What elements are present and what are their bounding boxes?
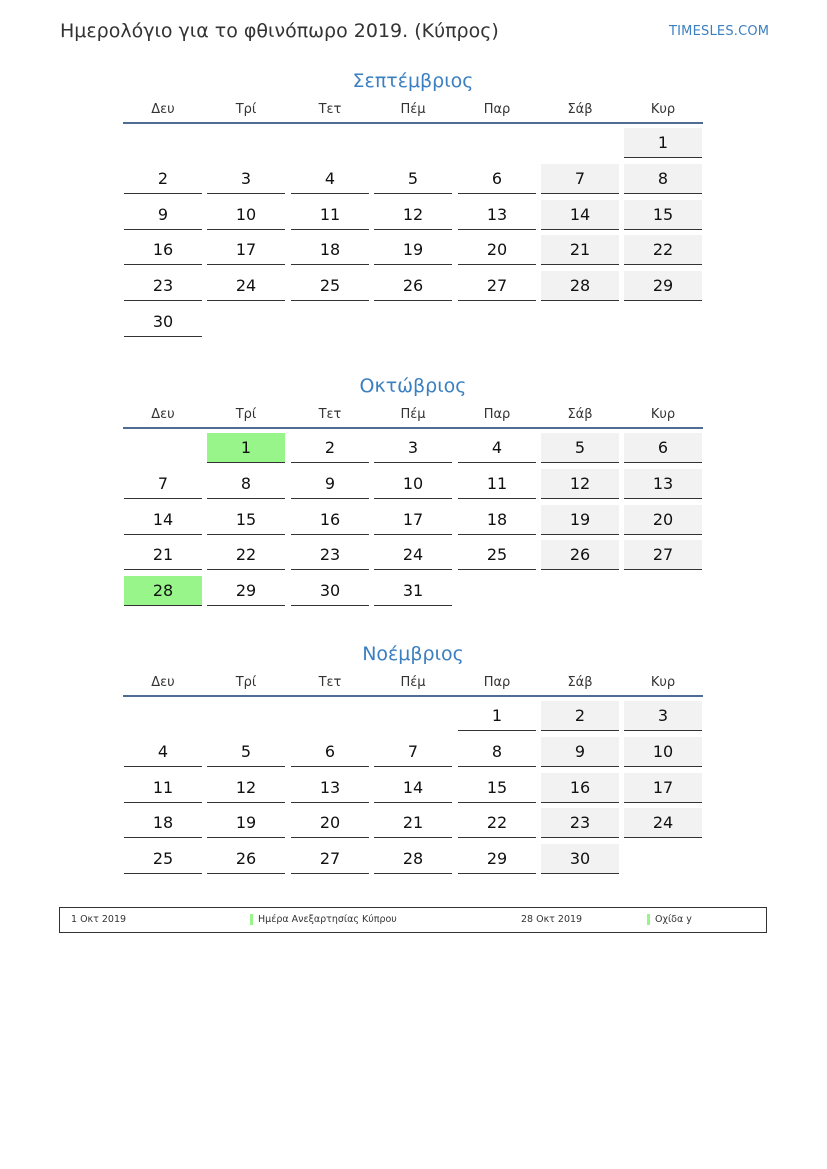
legend-date: 1 Οκτ 2019 [71, 914, 127, 925]
weekday-label: Κυρ [650, 102, 676, 117]
day-cell: 2 [291, 433, 369, 463]
month-title: Οκτώβριος [359, 375, 467, 397]
day-cell: 19 [541, 505, 619, 535]
day-cell: 23 [124, 271, 202, 301]
day-cell: 21 [541, 235, 619, 265]
day-cell-holiday: 1 [207, 433, 285, 463]
weekday-label: Κυρ [650, 407, 676, 422]
day-cell: 19 [207, 808, 285, 838]
day-cell: 12 [374, 200, 452, 230]
day-cell: 11 [458, 469, 536, 499]
day-cell: 10 [624, 737, 702, 767]
day-cell: 25 [124, 844, 202, 874]
day-cell: 22 [458, 808, 536, 838]
day-cell: 1 [458, 701, 536, 731]
day-cell: 15 [458, 773, 536, 803]
weekday-label: Δευ [151, 407, 175, 422]
weekday-label: Τετ [318, 407, 342, 422]
day-cell: 28 [541, 271, 619, 301]
day-cell: 26 [207, 844, 285, 874]
day-cell: 20 [458, 235, 536, 265]
day-cell: 18 [124, 808, 202, 838]
holiday-marker-icon [250, 914, 253, 925]
weekday-label: Σάβ [567, 407, 593, 422]
day-cell: 16 [124, 235, 202, 265]
day-cell: 7 [124, 469, 202, 499]
weekday-label: Παρ [483, 102, 511, 117]
day-cell: 28 [374, 844, 452, 874]
day-cell: 15 [207, 505, 285, 535]
weekday-label: Δευ [151, 102, 175, 117]
weekday-label: Τετ [318, 675, 342, 690]
day-cell: 10 [374, 469, 452, 499]
day-cell: 29 [458, 844, 536, 874]
weekday-label: Δευ [151, 675, 175, 690]
day-cell: 3 [207, 164, 285, 194]
day-cell: 26 [541, 540, 619, 570]
weekday-label: Τετ [318, 102, 342, 117]
day-cell: 12 [207, 773, 285, 803]
day-cell: 27 [291, 844, 369, 874]
day-cell: 24 [207, 271, 285, 301]
day-cell: 27 [624, 540, 702, 570]
day-cell: 8 [207, 469, 285, 499]
day-cell: 9 [124, 200, 202, 230]
day-cell: 21 [124, 540, 202, 570]
day-cell: 14 [374, 773, 452, 803]
page-title: Ημερολόγιο για το φθινόπωρο 2019. (Κύπρος) [60, 20, 499, 42]
day-cell: 3 [624, 701, 702, 731]
weekday-label: Τρί [235, 102, 257, 117]
day-cell: 4 [458, 433, 536, 463]
day-cell: 15 [624, 200, 702, 230]
day-cell: 2 [541, 701, 619, 731]
day-cell: 22 [207, 540, 285, 570]
day-cell: 6 [458, 164, 536, 194]
day-cell: 16 [541, 773, 619, 803]
weekday-header [123, 405, 703, 429]
weekday-label: Τρί [235, 675, 257, 690]
day-cell: 25 [291, 271, 369, 301]
day-cell: 20 [624, 505, 702, 535]
month-calendar [123, 639, 703, 869]
weekday-label: Παρ [483, 675, 511, 690]
day-cell: 14 [541, 200, 619, 230]
day-cell: 29 [624, 271, 702, 301]
month-title: Νοέμβριος [362, 643, 464, 665]
day-cell: 16 [291, 505, 369, 535]
day-cell: 30 [291, 576, 369, 606]
weekday-label: Σάβ [567, 675, 593, 690]
weekday-label: Σάβ [567, 102, 593, 117]
brand-link[interactable]: TIMESLES.COM [669, 24, 770, 39]
day-cell: 9 [291, 469, 369, 499]
day-cell: 11 [124, 773, 202, 803]
month-calendar [123, 371, 703, 601]
day-cell: 6 [624, 433, 702, 463]
weekday-label: Παρ [483, 407, 511, 422]
weekday-label: Πέμ [400, 407, 426, 422]
day-cell: 29 [207, 576, 285, 606]
day-cell: 4 [124, 737, 202, 767]
weekday-header [123, 673, 703, 697]
day-cell: 24 [624, 808, 702, 838]
day-cell: 26 [374, 271, 452, 301]
day-cell: 18 [291, 235, 369, 265]
weekday-label: Πέμ [400, 102, 426, 117]
day-cell: 17 [624, 773, 702, 803]
day-cell: 3 [374, 433, 452, 463]
day-cell: 20 [291, 808, 369, 838]
day-cell: 2 [124, 164, 202, 194]
day-cell: 9 [541, 737, 619, 767]
weekday-label: Τρί [235, 407, 257, 422]
day-cell: 22 [624, 235, 702, 265]
day-cell: 30 [541, 844, 619, 874]
holiday-marker-icon [647, 914, 650, 925]
day-cell: 27 [458, 271, 536, 301]
holiday-legend [59, 907, 767, 933]
day-cell: 25 [458, 540, 536, 570]
legend-holiday-name: Ημέρα Ανεξαρτησίας Κύπρου [258, 914, 397, 925]
day-cell: 30 [124, 307, 202, 337]
day-cell: 17 [207, 235, 285, 265]
month-title: Σεπτέμβριος [352, 70, 474, 92]
day-cell: 11 [291, 200, 369, 230]
day-cell: 10 [207, 200, 285, 230]
day-cell: 6 [291, 737, 369, 767]
day-cell: 31 [374, 576, 452, 606]
day-cell: 13 [291, 773, 369, 803]
day-cell: 14 [124, 505, 202, 535]
month-calendar [123, 66, 703, 331]
day-cell: 5 [207, 737, 285, 767]
weekday-label: Κυρ [650, 675, 676, 690]
day-cell: 18 [458, 505, 536, 535]
day-cell: 13 [458, 200, 536, 230]
day-cell: 23 [541, 808, 619, 838]
day-cell: 21 [374, 808, 452, 838]
day-cell: 13 [624, 469, 702, 499]
day-cell: 5 [541, 433, 619, 463]
day-cell: 23 [291, 540, 369, 570]
day-cell-holiday: 28 [124, 576, 202, 606]
day-cell: 7 [541, 164, 619, 194]
weekday-label: Πέμ [400, 675, 426, 690]
legend-date: 28 Οκτ 2019 [521, 914, 583, 925]
weekday-header [123, 100, 703, 124]
day-cell: 8 [458, 737, 536, 767]
legend-holiday-name: Οχίδα y [655, 914, 692, 925]
day-cell: 1 [624, 128, 702, 158]
day-cell: 19 [374, 235, 452, 265]
day-cell: 5 [374, 164, 452, 194]
day-cell: 7 [374, 737, 452, 767]
day-cell: 12 [541, 469, 619, 499]
day-cell: 8 [624, 164, 702, 194]
day-cell: 24 [374, 540, 452, 570]
day-cell: 17 [374, 505, 452, 535]
day-cell: 4 [291, 164, 369, 194]
